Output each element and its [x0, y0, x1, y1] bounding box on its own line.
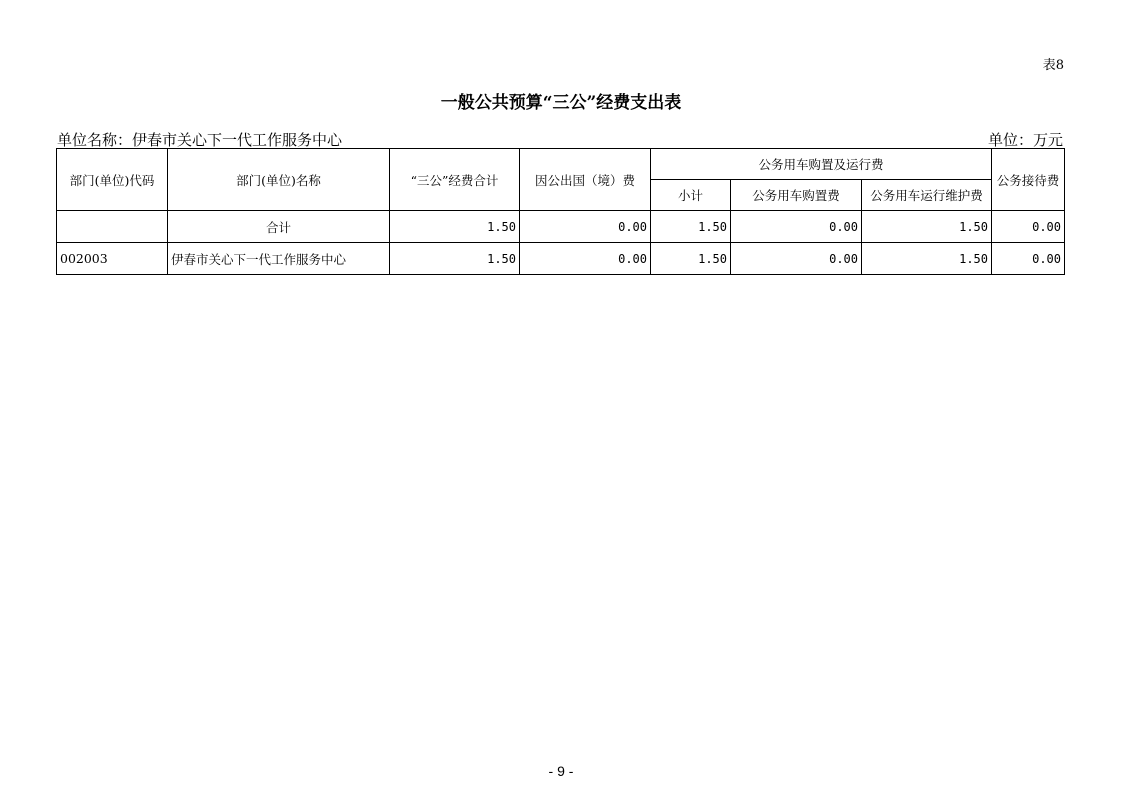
cell-reception: 0.00: [992, 243, 1065, 275]
cell-total: 1.50: [390, 211, 520, 243]
header-dept-code: 部门(单位)代码: [57, 149, 168, 211]
cell-total: 1.50: [390, 243, 520, 275]
header-vehicle-group: 公务用车购置及运行费: [651, 149, 992, 180]
cell-purchase: 0.00: [731, 211, 862, 243]
cell-code: [57, 211, 168, 243]
cell-abroad: 0.00: [520, 243, 651, 275]
cell-reception: 0.00: [992, 211, 1065, 243]
expense-table: [56, 148, 1065, 275]
table-number: 表8: [1042, 58, 1064, 73]
header-subtotal: 小计: [651, 180, 731, 211]
header-abroad: 因公出国（境）费: [520, 149, 651, 211]
table-row: [57, 243, 1065, 275]
header-vehicle-operation: 公务用车运行维护费: [862, 180, 992, 211]
cell-code: 002003: [57, 243, 168, 275]
header-vehicle-purchase: 公务用车购置费: [731, 180, 862, 211]
header-dept-name: 部门(单位)名称: [168, 149, 390, 211]
cell-name: 伊春市关心下一代工作服务中心: [168, 243, 390, 275]
cell-subtotal: 1.50: [651, 211, 731, 243]
currency-unit-label: 单位：万元: [987, 131, 1063, 149]
cell-subtotal: 1.50: [651, 243, 731, 275]
cell-purchase: 0.00: [731, 243, 862, 275]
page-title: 一般公共预算“三公”经费支出表: [440, 93, 682, 113]
table-row-total: [57, 211, 1065, 243]
cell-operation: 1.50: [862, 211, 992, 243]
header-total: “三公”经费合计: [390, 149, 520, 211]
cell-name: 合计: [168, 211, 390, 243]
cell-abroad: 0.00: [520, 211, 651, 243]
header-reception: 公务接待费: [992, 149, 1065, 211]
unit-name-label: 单位名称：伊春市关心下一代工作服务中心: [57, 131, 343, 149]
page-number: - 9 -: [548, 763, 574, 779]
cell-operation: 1.50: [862, 243, 992, 275]
